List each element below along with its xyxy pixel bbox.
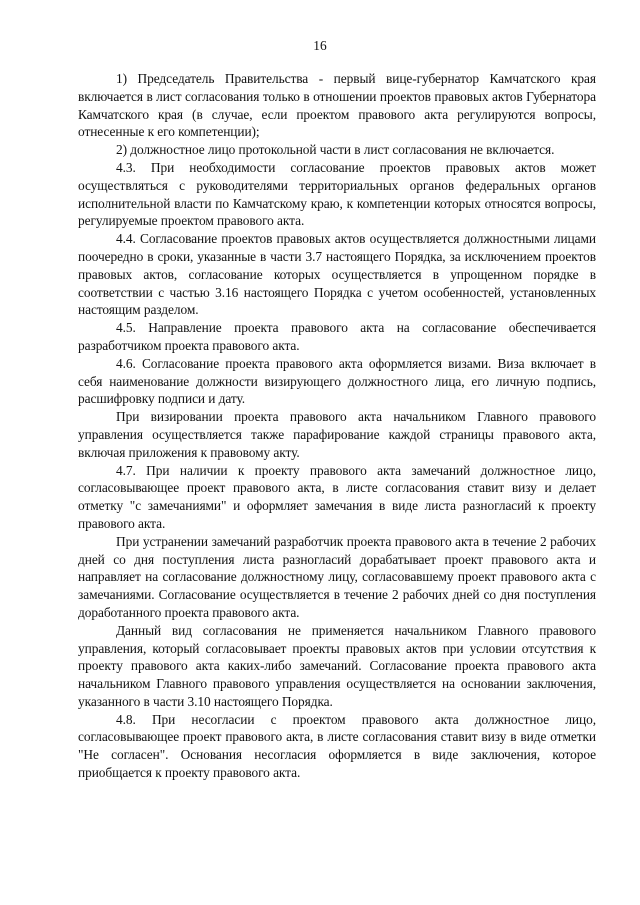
paragraph-4-3: 4.3. При необходимости согласование проектов правовых актов может осуществляться с руководителями территориальных органов федеральных органов исполнительной власти по Камчатскому краю, к компетенции которых относятся вопросы, регулируемые проектом правового акта. [78, 159, 596, 229]
paragraph-remarks-resolution: При устранении замечаний разработчик проекта правового акта в течение 2 рабочих дней со дня поступления листа разногласий дорабатывает проект правового акта и направляет на согласование должностному лицу, согласовавшему проект правового акта с замечаниями. Согласование осуществляется в течение 2 рабочих дней со дня поступления доработанного проекта правового акта. [78, 533, 596, 620]
paragraph-chairman-approval: 1) Председатель Правительства - первый вице-губернатор Камчатского края включается в лист согласования только в отношении проектов правовых актов Губернатора Камчатского края (в случае, если проектом правового акта регулируются вопросы, отнесенные к его компетенции); [78, 71, 596, 140]
paragraph-4-6: 4.6. Согласование проекта правового акта оформляется визами. Виза включает в себя наименование должности визирующего должностного лица, его личную подпись, расшифровку подписи и дату. [78, 355, 596, 407]
paragraph-4-7: 4.7. При наличии к проекту правового акта замечаний должностное лицо, согласовывающее проект правового акта, в листе согласования ставит визу и делает отметку "с замечаниями" и оформляет замечания в виде листа разногласий к проекту правового акта. [78, 462, 596, 531]
page-number: 16 [313, 38, 327, 53]
paragraph-4-8: 4.8. При несогласии с проектом правового акта должностное лицо, согласовывающее проект правового акта, в листе согласования ставит визу в виде отметки "Не согласен". Основания несогласия оформляется в виде заключения, которое приобщается к проекту правового акта. [78, 711, 596, 781]
paragraph-4-5: 4.5. Направление проекта правового акта на согласование обеспечивается разработчиком проекта правового акта. [78, 320, 596, 353]
paragraph-legal-department-exception: Данный вид согласования не применяется начальником Главного правового управления, который согласовывает проекты правовых актов при условии отсутствия к проекту правового акта каких-либо замечаний. Согласование проекта правового акта начальником Главного правового управления осуществляется на основании заключения, указанного в части 3.10 настоящего Порядка. [78, 622, 596, 709]
paragraph-protocol-official: 2) должностное лицо протокольной части в лист согласования не включается. [116, 142, 555, 158]
paragraph-4-4: 4.4. Согласование проектов правовых актов осуществляется должностными лицами поочередно в сроки, указанные в части 3.7 настоящего Порядка, за исключением проектов правовых актов, согласование которых осуществляется в упрощенном порядке в соответствии с частью 3.16 настоящего Порядка с учетом особенностей, установленных настоящим разделом. [78, 231, 596, 318]
document-body [78, 70, 596, 782]
paragraph-initialing: При визировании проекта правового акта начальником Главного правового управления осуществляется также парафирование каждой страницы правового акта, включая приложения к правовому акту. [78, 409, 596, 460]
